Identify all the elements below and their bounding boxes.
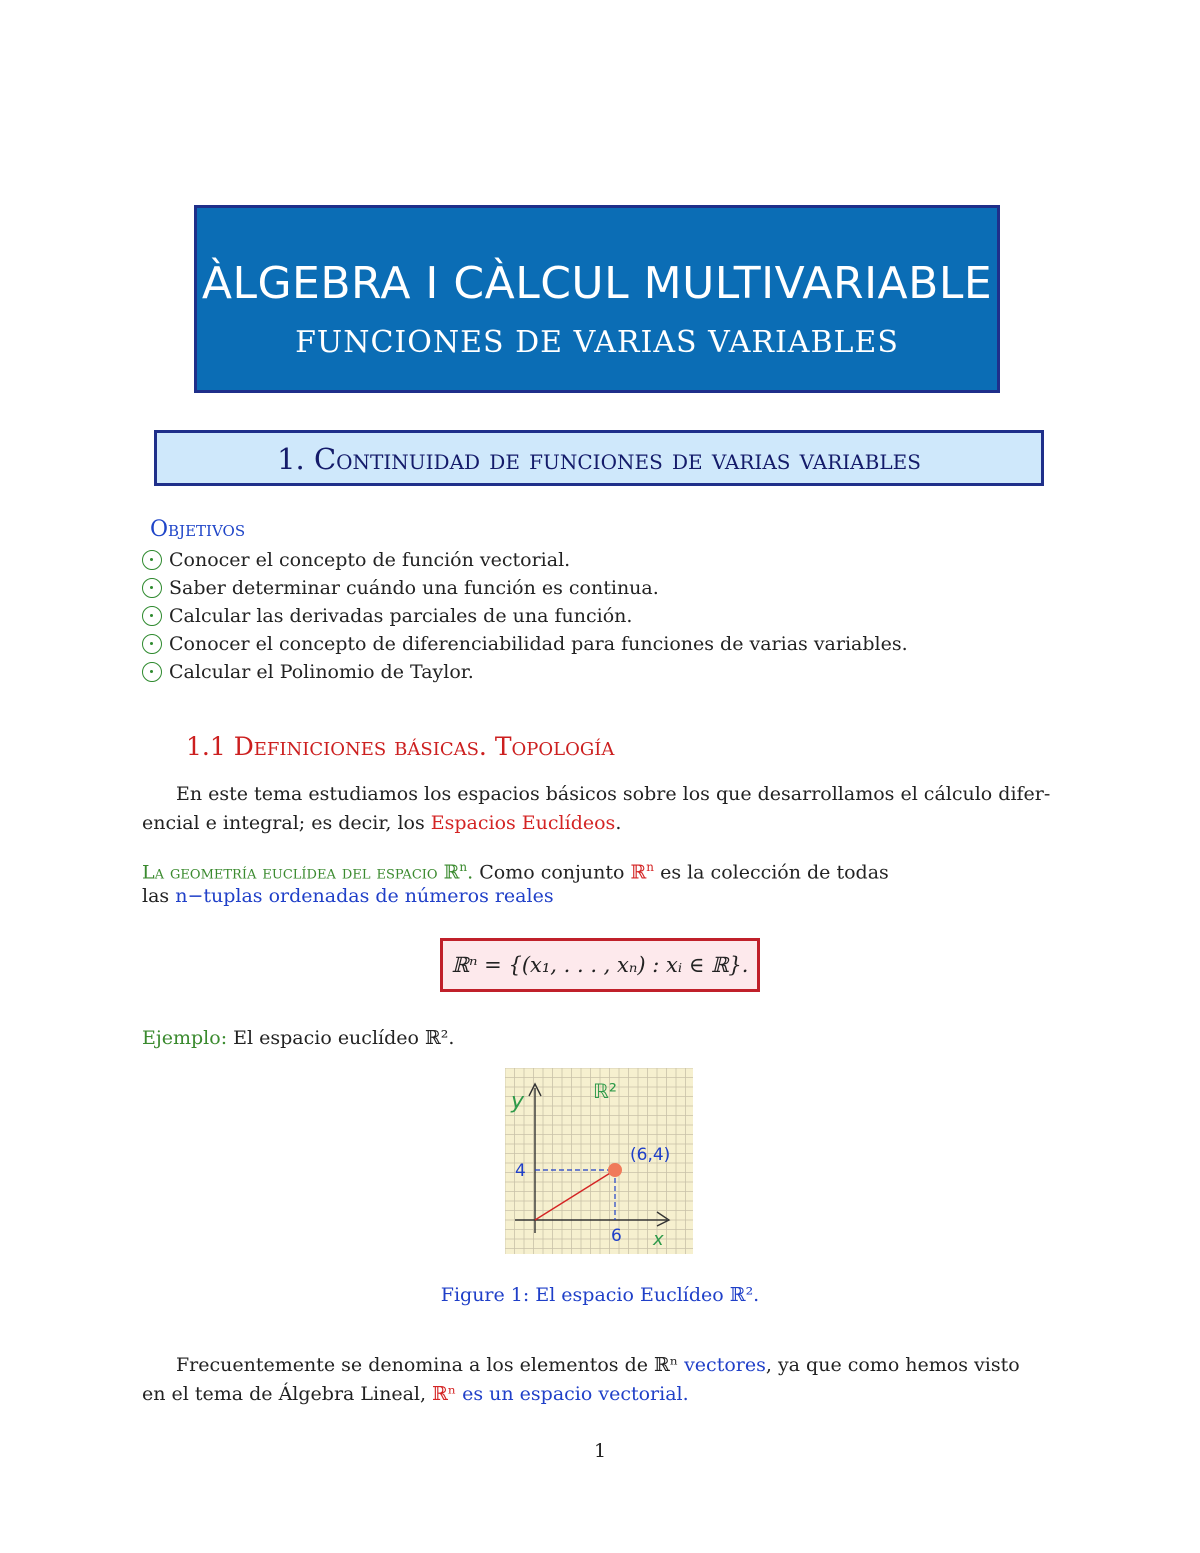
objective-text: Calcular el Polinomio de Taylor. [169,661,474,683]
espacios-euclideos-link[interactable]: Espacios Euclídeos [430,812,616,834]
x-tick-6: 6 [611,1226,622,1246]
objective-item [142,661,474,689]
r2-grid-figure [505,1068,693,1254]
objective-text: Conocer el concepto de diferenciabilidad para funciones de varias variables. [169,633,908,655]
objective-item [142,577,659,605]
intro-end: . [615,812,622,834]
objective-text: Conocer el concepto de función vectorial. [169,549,571,571]
objective-item [142,633,908,661]
closing-line-1 [176,1351,1020,1380]
page-number: 1 [593,1440,607,1462]
bullet-circle-icon [142,606,162,626]
espacio-vectorial-link[interactable]: es un espacio vectorial. [456,1383,689,1405]
closing-line-2 [142,1380,689,1409]
geometry-heading-sup: n [459,860,468,874]
geometry-heading-end: . [467,861,474,884]
x-axis-label: x [653,1229,664,1250]
intro-text: encial e integral; es decir, los [142,812,431,834]
y-axis-label: y [511,1089,525,1114]
example-text: El espacio euclídeo ℝ². [227,1027,455,1049]
figure-caption: Figure 1: El espacio Euclídeo ℝ². [440,1284,760,1306]
rn-symbol: ℝ [630,861,647,884]
rn-definition-formula: ℝⁿ = {(x₁, . . . , xₙ) : xᵢ ∈ ℝ}. [451,953,749,977]
geometry-text-2: es la colección de todas [654,861,889,884]
closing-text-3: en el tema de Álgebra Lineal, [142,1383,433,1405]
bullet-circle-icon [142,662,162,682]
example-line [142,1024,454,1053]
y-tick-4: 4 [515,1161,526,1181]
formula-box [440,938,760,992]
point-6-4 [608,1163,622,1177]
bullet-circle-icon [142,550,162,570]
intro-line-2 [142,809,621,838]
bullet-circle-icon [142,578,162,598]
geometry-line-2 [142,882,554,911]
objective-item [142,549,570,577]
bullet-circle-icon [142,634,162,654]
objective-text: Calcular las derivadas parciales de una función. [169,605,633,627]
rn-sup: n [646,860,655,874]
subsection-title: 1.1 Definiciones básicas. Topología [186,732,615,761]
geometry-line2-start: las [142,885,176,907]
document-title: ÀLGEBRA I CÀLCUL MULTIVARIABLE [201,258,993,309]
document-subtitle: FUNCIONES DE VARIAS VARIABLES [295,325,899,360]
point-label: (6,4) [630,1145,671,1165]
intro-line-1: En este tema estudiamos los espacios básicos sobre los que desarrollamos el cálculo difer- [176,783,1051,805]
geometry-heading: La geometría euclídea del espacio ℝ [142,861,460,884]
closing-text-2: , ya que como hemos visto [765,1354,1020,1376]
rn-symbol-closing: ℝⁿ [432,1383,457,1405]
vectores-link[interactable]: vectores [684,1354,766,1376]
objective-item [142,605,632,633]
geometry-text-1: Como conjunto [473,861,631,884]
closing-text-1: Frecuentemente se denomina a los elementos de ℝⁿ [176,1354,685,1376]
r2-label: ℝ² [593,1079,617,1103]
objectives-title: Objetivos [150,517,246,542]
example-label: Ejemplo: [142,1027,228,1049]
objective-text: Saber determinar cuándo una función es continua. [169,577,659,599]
section-title: 1. Continuidad de funciones de varias variables [277,442,921,476]
title-banner [194,205,1000,393]
tuplas-link[interactable]: n−tuplas ordenadas de números reales [175,885,554,907]
section-heading-box [154,430,1044,486]
